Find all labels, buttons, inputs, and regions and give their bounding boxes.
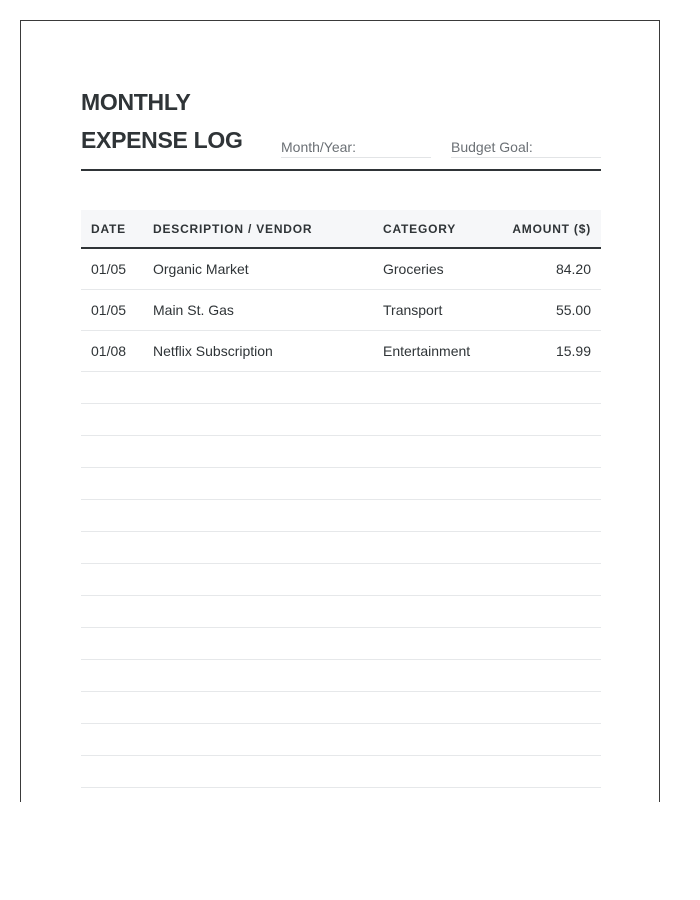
cell-category[interactable]: Groceries: [373, 248, 491, 289]
blank-entry-row[interactable]: [81, 372, 601, 404]
column-header-date: DATE: [81, 210, 143, 248]
budget-goal-field[interactable]: [451, 136, 601, 158]
blank-entry-row[interactable]: [81, 660, 601, 692]
blank-entry-row[interactable]: [81, 436, 601, 468]
blank-entry-row[interactable]: [81, 500, 601, 532]
column-header-category: CATEGORY: [373, 210, 491, 248]
blank-entry-row[interactable]: [81, 404, 601, 436]
cell-date[interactable]: 01/05: [81, 248, 143, 289]
cell-category[interactable]: Entertainment: [373, 330, 491, 371]
page-title: [81, 83, 271, 159]
cell-description[interactable]: Organic Market: [143, 248, 373, 289]
cell-category[interactable]: Transport: [373, 289, 491, 330]
budget-goal-label: Budget Goal:: [451, 139, 533, 155]
table-header-row: [81, 210, 601, 248]
column-header-description: DESCRIPTION / VENDOR: [143, 210, 373, 248]
log-header: [81, 83, 601, 171]
table-row: [81, 289, 601, 330]
table-row: [81, 330, 601, 371]
blank-entry-row[interactable]: [81, 532, 601, 564]
cell-description[interactable]: Netflix Subscription: [143, 330, 373, 371]
blank-entry-row[interactable]: [81, 628, 601, 660]
cell-date[interactable]: 01/08: [81, 330, 143, 371]
blank-entry-row[interactable]: [81, 468, 601, 500]
title-line-2: EXPENSE LOG: [81, 127, 243, 153]
blank-entry-row[interactable]: [81, 756, 601, 788]
blank-entry-row[interactable]: [81, 596, 601, 628]
cell-amount[interactable]: 55.00: [491, 289, 601, 330]
expense-log-sheet: [20, 20, 660, 802]
month-year-field[interactable]: [281, 136, 431, 158]
blank-entry-lines: [81, 372, 601, 788]
blank-entry-row[interactable]: [81, 564, 601, 596]
blank-entry-row[interactable]: [81, 692, 601, 724]
cell-amount[interactable]: 15.99: [491, 330, 601, 371]
column-header-amount: AMOUNT ($): [491, 210, 601, 248]
cell-amount[interactable]: 84.20: [491, 248, 601, 289]
blank-entry-row[interactable]: [81, 724, 601, 756]
month-year-label: Month/Year:: [281, 139, 356, 155]
expense-table: [81, 210, 601, 372]
table-row: [81, 248, 601, 289]
cell-date[interactable]: 01/05: [81, 289, 143, 330]
cell-description[interactable]: Main St. Gas: [143, 289, 373, 330]
title-line-1: MONTHLY: [81, 89, 191, 115]
